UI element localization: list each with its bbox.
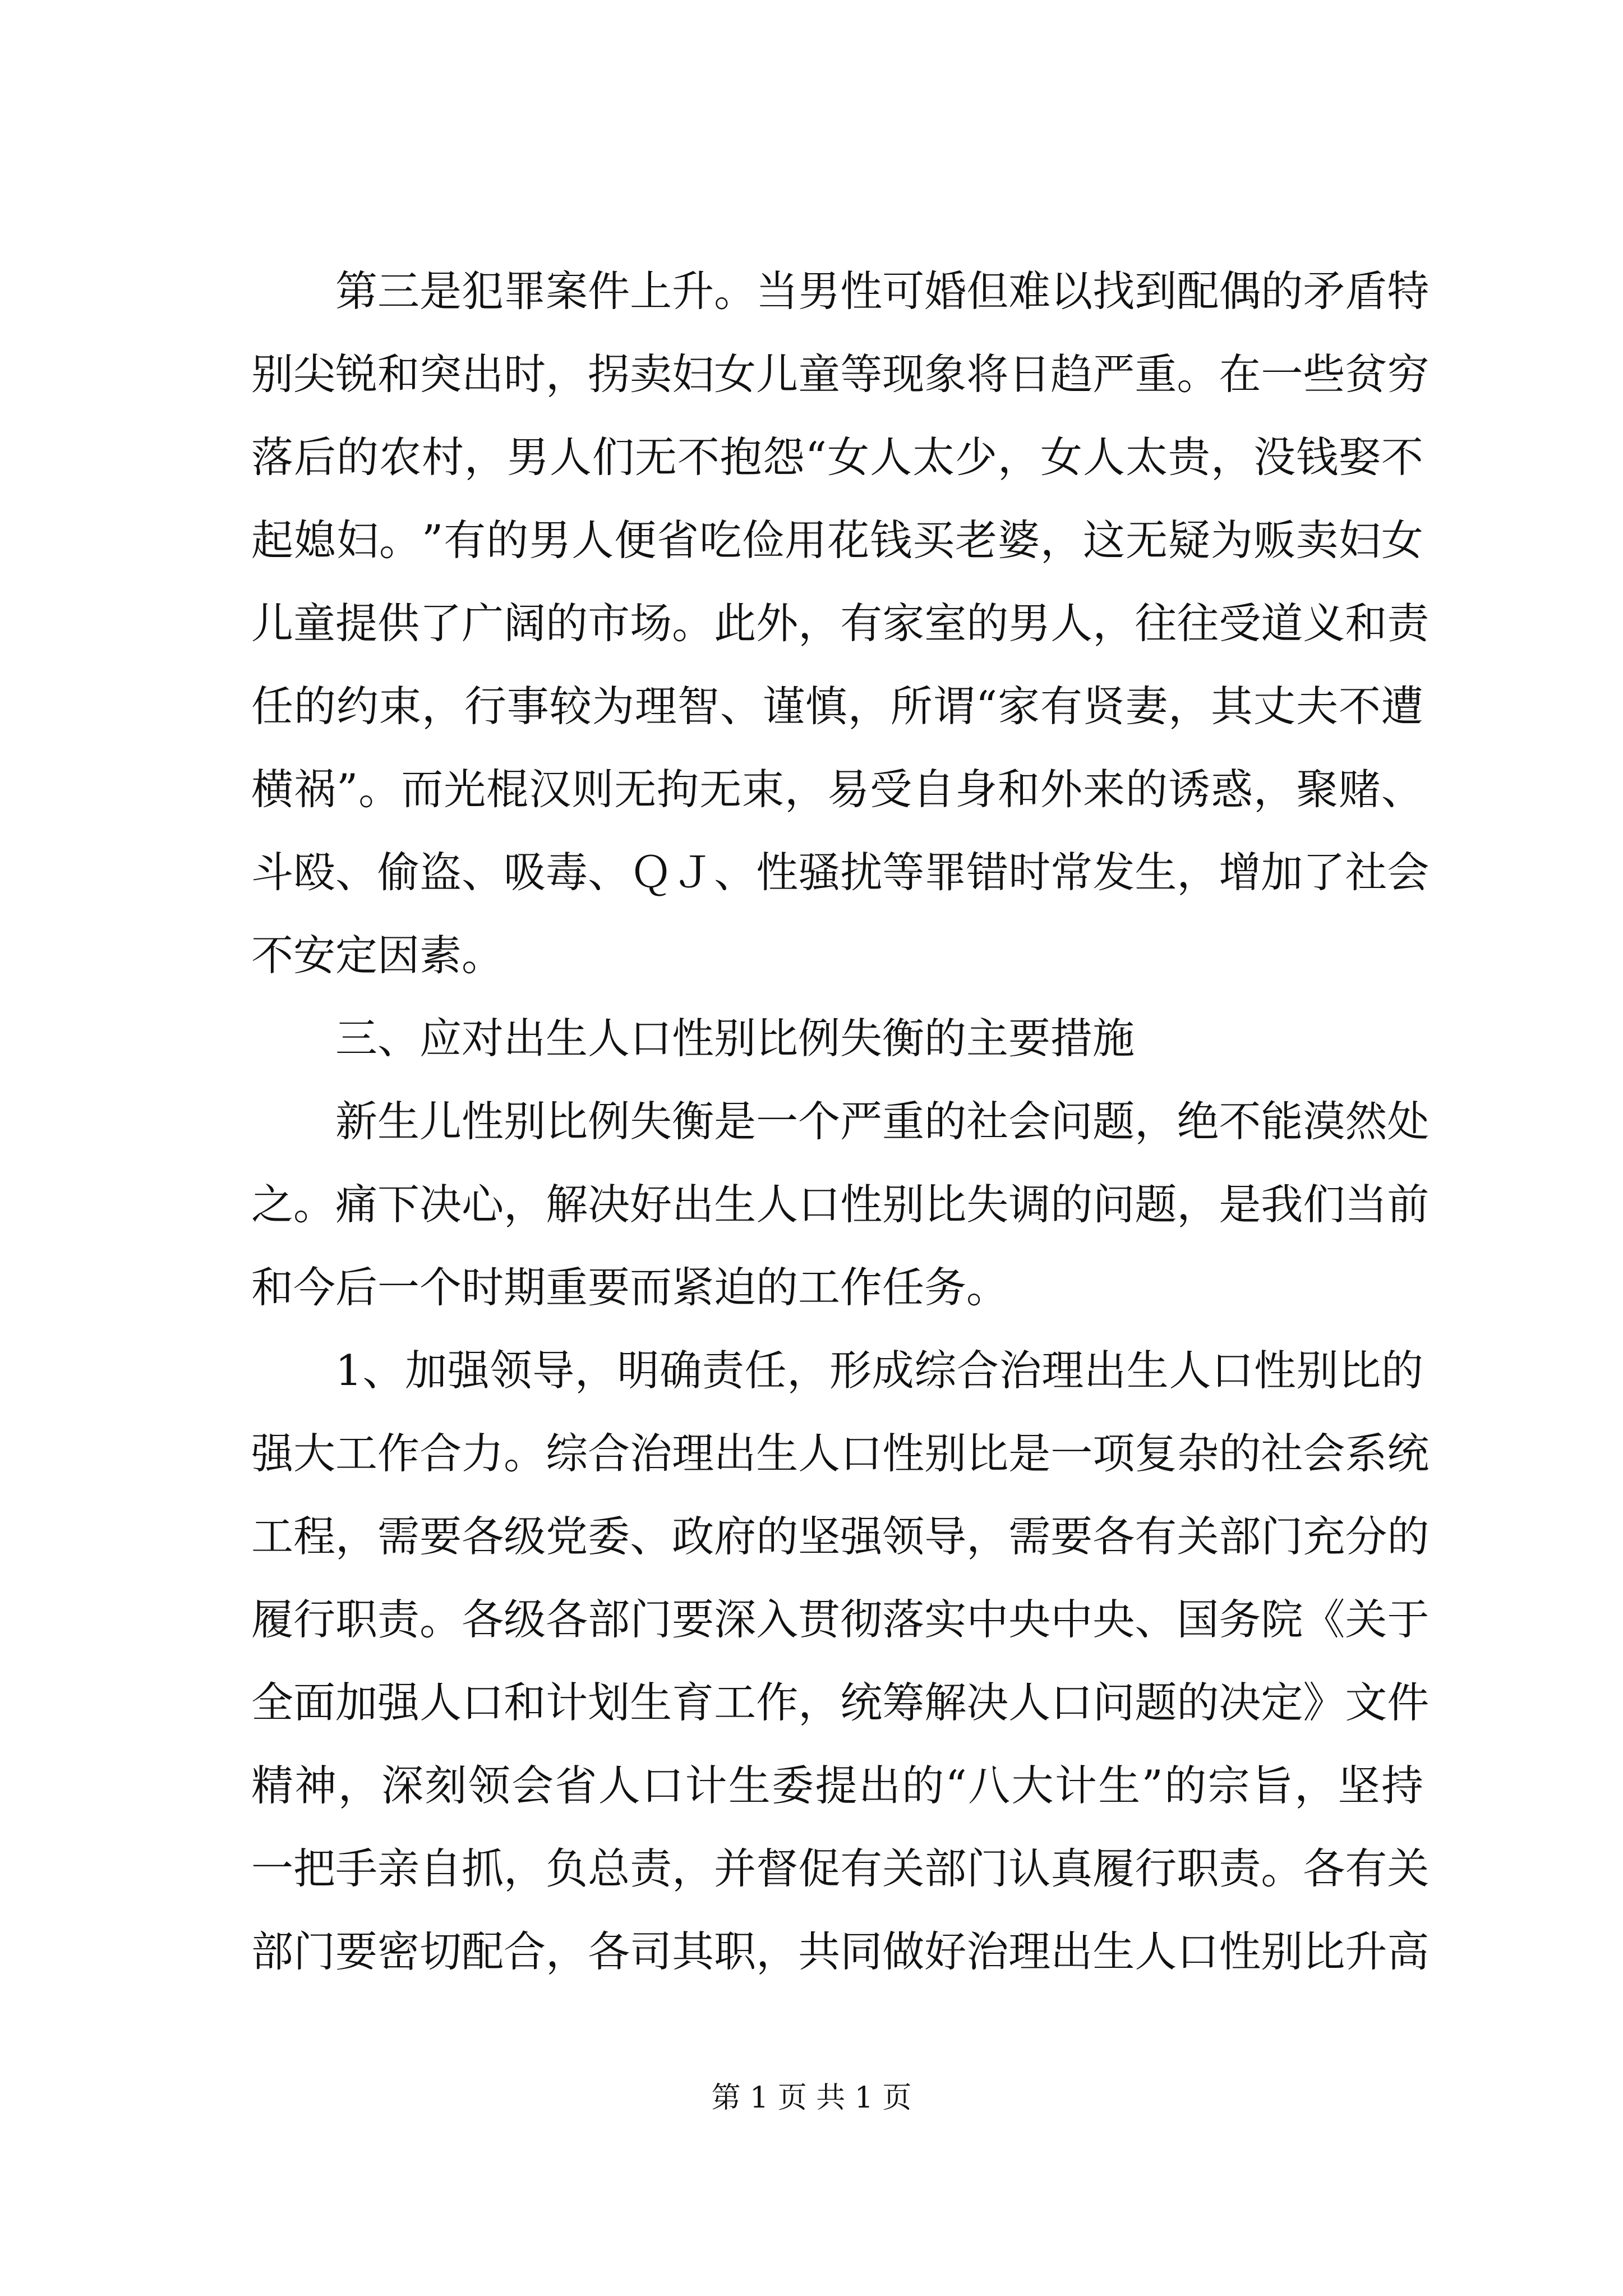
text-line: 斗 殴 、 偷 盗 、 吸 毒 、 Ｑ Ｊ 、 性 骚 扰 等 罪 错 时 常 发 生 ， 增 加 了 社 会: [251, 848, 1430, 897]
text-line: 和今后一个时期重要而紧迫的工作任务。: [251, 1263, 1009, 1312]
document-body: [251, 250, 1430, 1993]
text-line: 全 面 加 强 人 口 和 计 划 生 育 工 作 ， 统 筹 解 决 人 口 问 题 的 决 定 》 文 件: [251, 1678, 1430, 1727]
text-line: 任 的 约 束 ， 行 事 较 为 理 智 、 谨 慎 ， 所 谓 “ 家 有 贤 妻 ， 其 丈 夫 不 遭: [251, 682, 1423, 731]
text-line: 工 程 ， 需 要 各 级 党 委 、 政 府 的 坚 强 领 导 ， 需 要 各 有 关 部 门 充 分 的: [251, 1512, 1430, 1561]
page-footer: 第 1 页 共 1 页: [711, 2081, 912, 2115]
text-line: 起 媳 妇 。 ” 有 的 男 人 便 省 吃 俭 用 花 钱 买 老 婆 ， 这 无 疑 为 贩 卖 妇 女: [251, 516, 1423, 565]
text-line: 一 把 手 亲 自 抓 ， 负 总 责 ， 并 督 促 有 关 部 门 认 真 履 行 职 责 。 各 有 关: [251, 1844, 1430, 1893]
text-line: 三、应对出生人口性别比例失衡的主要措施: [335, 1014, 1135, 1063]
text-line: 1 、 加 强 领 导 ， 明 确 责 任 ， 形 成 综 合 治 理 出 生 人 口 性 别 比 的: [335, 1346, 1423, 1395]
text-line: 精 神 ， 深 刻 领 会 省 人 口 计 生 委 提 出 的 “ 八 大 计 生 ” 的 宗 旨 ， 坚 持: [251, 1761, 1423, 1810]
text-line: 别 尖 锐 和 突 出 时 ， 拐 卖 妇 女 儿 童 等 现 象 将 日 趋 严 重 。 在 一 些 贫 穷: [251, 349, 1430, 399]
text-line: 落 后 的 农 村 ， 男 人 们 无 不 抱 怨 “ 女 人 太 少 ， 女 人 太 贵 ， 没 钱 娶 不: [251, 432, 1423, 482]
text-line: 第 三 是 犯 罪 案 件 上 升 。 当 男 性 可 婚 但 难 以 找 到 配 偶 的 矛 盾 特: [335, 266, 1430, 316]
text-line: 儿 童 提 供 了 广 阔 的 市 场 。 此 外 ， 有 家 室 的 男 人 ， 往 往 受 道 义 和 责: [251, 599, 1430, 648]
text-line: 强 大 工 作 合 力 。 综 合 治 理 出 生 人 口 性 别 比 是 一 项 复 杂 的 社 会 系 统: [251, 1429, 1430, 1478]
text-line: 部 门 要 密 切 配 合 ， 各 司 其 职 ， 共 同 做 好 治 理 出 生 人 口 性 别 比 升 高: [251, 1927, 1430, 1976]
text-line: 之 。 痛 下 决 心 ， 解 决 好 出 生 人 口 性 别 比 失 调 的 问 题 ， 是 我 们 当 前: [251, 1180, 1430, 1229]
text-line: 履 行 职 责 。 各 级 各 部 门 要 深 入 贯 彻 落 实 中 央 中 央 、 国 务 院 《 关 于: [251, 1595, 1430, 1644]
text-line: 横 祸 ” 。 而 光 棍 汉 则 无 拘 无 束 ， 易 受 自 身 和 外 来 的 诱 惑 ， 聚 赌 、: [251, 765, 1423, 814]
text-line: 新 生 儿 性 别 比 例 失 衡 是 一 个 严 重 的 社 会 问 题 ， 绝 不 能 漠 然 处: [335, 1097, 1430, 1146]
text-line: 不安定因素。: [251, 931, 504, 980]
